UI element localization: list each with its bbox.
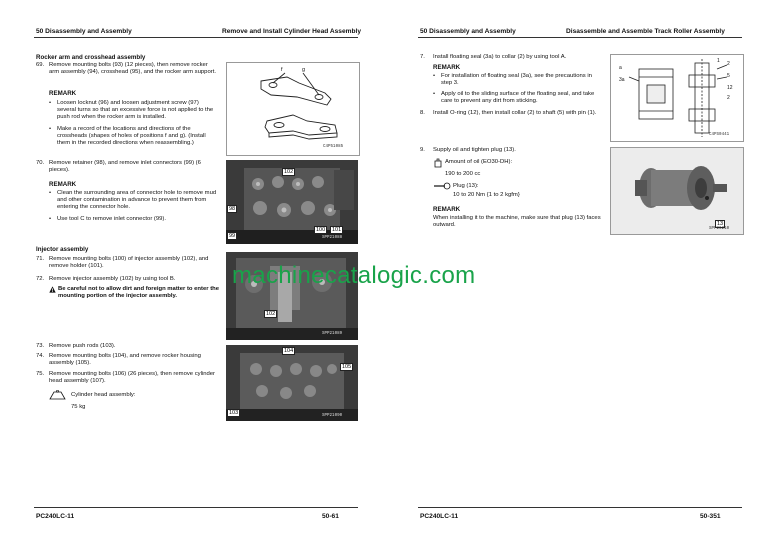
step-text: Remove mounting bolts (106) (26 pieces), then remove cylinder head assembly (107). xyxy=(49,371,215,385)
oil-can-icon xyxy=(433,158,443,168)
bullet-dot: • xyxy=(49,190,52,196)
step-text: Remove injector assembly (102) by using tool B. xyxy=(49,276,176,282)
remark-title: REMARK xyxy=(49,90,77,97)
bullet-dot: • xyxy=(433,73,436,79)
track-roller-photo xyxy=(610,147,744,235)
injector-area-photo xyxy=(226,160,358,244)
remark-title: REMARK xyxy=(433,64,461,71)
weight-label: Cylinder head assembly: xyxy=(71,392,136,398)
step-number: 8. xyxy=(420,110,425,116)
figure-code: SPP21090 xyxy=(322,414,343,418)
callout-100: 100 xyxy=(316,227,326,233)
bullet-text: Loosen locknut (96) and loosen adjustment screw (97) several turns so that an excessive force is not applied to the push rod when the rocker arm is installed. xyxy=(57,100,214,121)
weight-value: 75 kg xyxy=(71,404,86,410)
header-section: 50 Disassembly and Assembly xyxy=(420,28,516,35)
header-title: Remove and Install Cylinder Head Assembly xyxy=(222,28,362,35)
step-number: 71. xyxy=(36,256,45,262)
footer-page-number: 50-351 xyxy=(700,513,721,520)
callout-103: 103 xyxy=(229,410,239,416)
callout-13: 13 xyxy=(717,221,724,227)
step-number: 75. xyxy=(36,371,45,377)
figure-code: SPP21088 xyxy=(322,236,343,240)
step-text: Remove push rods (103). xyxy=(49,343,116,349)
figure-label-5: 5 xyxy=(727,73,730,79)
remark-title: REMARK xyxy=(433,206,461,213)
plug-torque-value: 10 to 20 Nm {1 to 2 kgfm} xyxy=(453,192,520,198)
bullet-dot: • xyxy=(49,216,52,222)
header-rule xyxy=(418,37,742,38)
callout-98: 98 xyxy=(229,206,236,212)
step-number: 9. xyxy=(420,147,425,153)
step-number: 72. xyxy=(36,276,45,282)
weight-icon xyxy=(49,390,67,400)
figure-label-2: 2 xyxy=(727,61,730,67)
callout-104: 104 xyxy=(284,348,294,354)
bullet-dot: • xyxy=(49,126,52,132)
bullet-dot: • xyxy=(49,100,52,106)
header-section: 50 Disassembly and Assembly xyxy=(36,28,132,35)
step-number: 69. xyxy=(36,62,45,68)
bullet-text: Apply oil to the sliding surface of the floating seal, and take care to prevent any dirt from sticking. xyxy=(441,91,595,105)
bullet-text: Make a record of the locations and directions of the crossheads (shapes of holes of positions f and g). (Install them in the recorded directions when reassembling.) xyxy=(57,126,206,147)
oil-amount-value: 190 to 200 cc xyxy=(445,171,481,177)
step-text: Remove mounting bolts (100) of injector assembly (102), and remove holder (101). xyxy=(49,256,209,270)
bullet-text: For installation of floating seal (3a), see the precautions in step 3. xyxy=(441,73,592,87)
footer-model: PC240LC-11 xyxy=(420,513,459,520)
remark-title: REMARK xyxy=(49,181,77,188)
remark-text: When installing it to the machine, make sure that plug (13) faces outward. xyxy=(433,215,601,229)
crosshead-figure xyxy=(226,62,360,156)
callout-99: 99 xyxy=(229,233,236,239)
step-text: Install floating seal (3a) to collar (2) by using tool A. xyxy=(433,54,567,60)
figure-label-f: f xyxy=(281,67,283,73)
callout-102: 102 xyxy=(284,169,294,175)
warning-icon xyxy=(49,286,56,293)
figure-code: SPP21089 xyxy=(322,332,343,336)
step-number: 7. xyxy=(420,54,425,60)
header-rule xyxy=(34,37,358,38)
bullet-text: Use tool C to remove inlet connector (99). xyxy=(57,216,167,222)
figure-label-12: 12 xyxy=(727,85,733,91)
bullet-text: Clean the surrounding area of connector hole to remove mud and other contamination in advance to prevent them from entering the connector hole. xyxy=(57,190,217,211)
step-text: Remove mounting bolts (93) (12 pieces), then remove rocker arm assembly (94), crosshead (95), and the rocker arm support. xyxy=(49,62,216,76)
plug-torque-label: Plug (13): xyxy=(453,183,479,189)
header-title: Disassemble and Assemble Track Roller Assembly xyxy=(566,28,725,35)
step-text: Remove mounting bolts (104), and remove rocker housing assembly (105). xyxy=(49,353,201,367)
step-number: 70. xyxy=(36,160,45,166)
wrench-icon xyxy=(433,182,451,190)
watermark: machinecatalogic.com xyxy=(232,262,476,289)
figure-code: C4PS0441 xyxy=(709,133,730,137)
figure-label-g: g xyxy=(302,67,306,73)
section-heading-rocker: Rocker arm and crosshead assembly xyxy=(36,54,146,61)
footer-model: PC240LC-11 xyxy=(36,513,75,520)
figure-label-1: 1 xyxy=(717,58,720,64)
callout-102: 102 xyxy=(266,311,276,317)
figure-label-2b: 2 xyxy=(727,95,730,101)
footer-rule xyxy=(418,507,742,508)
oil-amount-label: Amount of oil (EO30-DH): xyxy=(445,159,513,165)
figure-label-3a: 3a xyxy=(619,77,625,83)
footer-page-number: 50-61 xyxy=(322,513,339,520)
step-text: Install O-ring (12), then install collar (2) to shaft (5) with pin (1). xyxy=(433,110,597,116)
cylinder-head-photo xyxy=(226,345,358,421)
step-number: 73. xyxy=(36,343,45,349)
figure-code: C4P51085 xyxy=(323,145,344,149)
step-number: 74. xyxy=(36,353,45,359)
track-roller-section-figure xyxy=(610,54,744,142)
step-text: Supply oil and tighten plug (13). xyxy=(433,147,516,153)
footer-rule xyxy=(34,507,358,508)
figure-code: SPP26210 xyxy=(709,227,730,231)
callout-101: 101 xyxy=(332,227,342,233)
figure-label-a: a xyxy=(619,65,622,71)
step-text: Remove retainer (98), and remove inlet connectors (99) (6 pieces). xyxy=(49,160,201,174)
section-heading-injector: Injector assembly xyxy=(36,246,89,253)
warning-text: Be careful not to allow dirt and foreign matter to enter the mounting portion of the injector assembly. xyxy=(58,286,220,300)
bullet-dot: • xyxy=(433,91,436,97)
callout-105: 105 xyxy=(342,364,352,370)
